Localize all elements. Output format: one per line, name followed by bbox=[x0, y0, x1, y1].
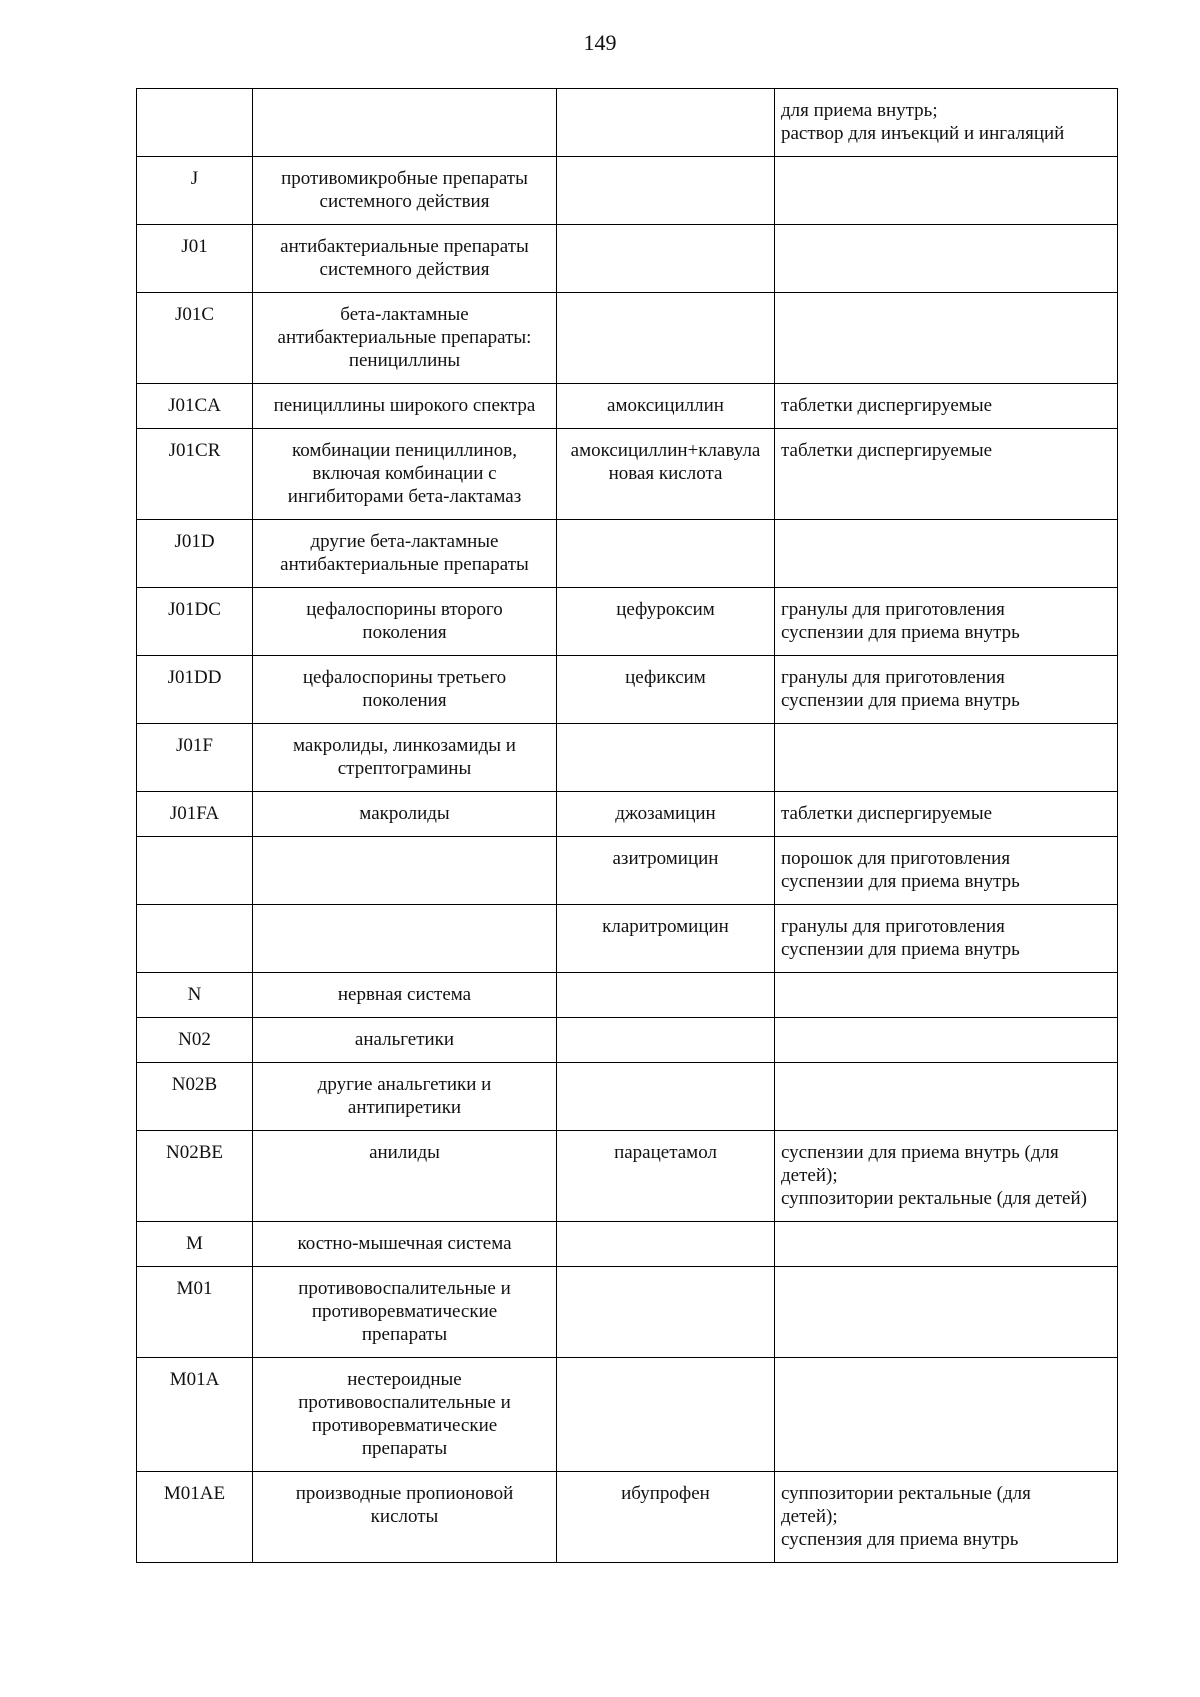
cell-line: включая комбинации с bbox=[312, 463, 497, 484]
cell-line: для приема внутрь; bbox=[781, 100, 938, 121]
cell-line: пенициллины широкого спектра bbox=[273, 395, 536, 416]
group-name-cell bbox=[253, 1222, 557, 1267]
drug-name-cell bbox=[557, 792, 775, 837]
atc-code-cell: M01 bbox=[137, 1267, 253, 1358]
cell-line: гранулы для приготовления bbox=[781, 599, 1005, 620]
drug-name-cell bbox=[557, 225, 775, 293]
table-row bbox=[137, 384, 1118, 429]
atc-code-cell: J01D bbox=[137, 520, 253, 588]
atc-code-cell bbox=[137, 905, 253, 973]
atc-code-cell: N bbox=[137, 973, 253, 1018]
atc-code-cell: J01F bbox=[137, 724, 253, 792]
table-row bbox=[137, 905, 1118, 973]
atc-code-cell bbox=[137, 89, 253, 157]
atc-code-cell: J01CR bbox=[137, 429, 253, 520]
cell-line: суспензии для приема внутрь bbox=[781, 690, 1020, 711]
drug-name-cell bbox=[557, 973, 775, 1018]
group-name-cell bbox=[253, 1063, 557, 1131]
table-row bbox=[137, 293, 1118, 384]
cell-line: бета-лактамные bbox=[340, 304, 469, 325]
atc-code-cell: J bbox=[137, 157, 253, 225]
drug-name-cell bbox=[557, 1358, 775, 1472]
atc-code-cell bbox=[137, 837, 253, 905]
drug-name-cell bbox=[557, 1063, 775, 1131]
dosage-form-cell bbox=[775, 520, 1118, 588]
cell-line: системного действия bbox=[319, 259, 490, 280]
cell-line: противовоспалительные и bbox=[298, 1278, 511, 1299]
cell-line: цефуроксим bbox=[616, 599, 715, 620]
drug-table bbox=[136, 88, 1118, 1563]
dosage-form-cell bbox=[775, 724, 1118, 792]
atc-code-cell: J01 bbox=[137, 225, 253, 293]
drug-name-cell bbox=[557, 837, 775, 905]
group-name-cell bbox=[253, 1267, 557, 1358]
cell-line: кислоты bbox=[370, 1506, 439, 1527]
group-name-cell bbox=[253, 724, 557, 792]
cell-line: ингибиторами бета-лактамаз bbox=[287, 486, 522, 507]
dosage-form-cell bbox=[775, 1222, 1118, 1267]
group-name-cell bbox=[253, 384, 557, 429]
atc-code-cell: M bbox=[137, 1222, 253, 1267]
cell-line: кларитромицин bbox=[602, 916, 729, 937]
cell-line: суппозитории ректальные (для bbox=[781, 1483, 1031, 1504]
cell-line: антибактериальные препараты: bbox=[277, 327, 532, 348]
cell-line: поколения bbox=[362, 622, 447, 643]
group-name-cell bbox=[253, 157, 557, 225]
cell-line: цефалоспорины второго bbox=[306, 599, 503, 620]
cell-line: детей); bbox=[781, 1165, 838, 1186]
table-row bbox=[137, 1131, 1118, 1222]
atc-code-cell: J01CA bbox=[137, 384, 253, 429]
atc-code-cell: M01A bbox=[137, 1358, 253, 1472]
table-row bbox=[137, 656, 1118, 724]
drug-name-cell bbox=[557, 588, 775, 656]
atc-code-cell: N02B bbox=[137, 1063, 253, 1131]
group-name-cell bbox=[253, 1018, 557, 1063]
cell-line: пенициллины bbox=[348, 350, 461, 371]
cell-line: суспензии для приема внутрь bbox=[781, 871, 1020, 892]
group-name-cell bbox=[253, 89, 557, 157]
dosage-form-cell bbox=[775, 905, 1118, 973]
table-row bbox=[137, 225, 1118, 293]
drug-name-cell bbox=[557, 429, 775, 520]
drug-name-cell bbox=[557, 157, 775, 225]
cell-line: ибупрофен bbox=[621, 1483, 710, 1504]
table-row bbox=[137, 973, 1118, 1018]
dosage-form-cell bbox=[775, 429, 1118, 520]
dosage-form-cell bbox=[775, 1131, 1118, 1222]
dosage-form-cell bbox=[775, 384, 1118, 429]
dosage-form-cell bbox=[775, 1472, 1118, 1563]
table-row bbox=[137, 588, 1118, 656]
dosage-form-cell bbox=[775, 89, 1118, 157]
page-number: 149 bbox=[583, 30, 617, 55]
atc-code-cell: M01AE bbox=[137, 1472, 253, 1563]
cell-line: гранулы для приготовления bbox=[781, 916, 1005, 937]
dosage-form-cell bbox=[775, 792, 1118, 837]
atc-code-cell: J01C bbox=[137, 293, 253, 384]
drug-name-cell bbox=[557, 1472, 775, 1563]
cell-line: другие бета-лактамные bbox=[310, 531, 499, 552]
cell-line: поколения bbox=[362, 690, 447, 711]
drug-name-cell bbox=[557, 1222, 775, 1267]
cell-line: противоревматические bbox=[311, 1415, 498, 1436]
group-name-cell bbox=[253, 588, 557, 656]
cell-line: антипиретики bbox=[347, 1097, 462, 1118]
cell-line: другие анальгетики и bbox=[317, 1074, 492, 1095]
dosage-form-cell bbox=[775, 837, 1118, 905]
cell-line: комбинации пенициллинов, bbox=[292, 440, 517, 461]
drug-name-cell bbox=[557, 1131, 775, 1222]
atc-code-cell: N02 bbox=[137, 1018, 253, 1063]
cell-line: макролиды bbox=[359, 803, 450, 824]
cell-line: костно-мышечная система bbox=[297, 1233, 512, 1254]
group-name-cell bbox=[253, 225, 557, 293]
dosage-form-cell bbox=[775, 588, 1118, 656]
cell-line: суппозитории ректальные (для детей) bbox=[781, 1188, 1087, 1209]
group-name-cell bbox=[253, 293, 557, 384]
drug-name-cell bbox=[557, 520, 775, 588]
group-name-cell bbox=[253, 973, 557, 1018]
table-row bbox=[137, 724, 1118, 792]
cell-line: цефалоспорины третьего bbox=[302, 667, 507, 688]
atc-code-cell: J01FA bbox=[137, 792, 253, 837]
cell-line: производные пропионовой bbox=[295, 1483, 514, 1504]
group-name-cell bbox=[253, 905, 557, 973]
group-name-cell bbox=[253, 1472, 557, 1563]
group-name-cell bbox=[253, 1358, 557, 1472]
cell-line: антибактериальные препараты bbox=[280, 236, 529, 257]
drug-name-cell bbox=[557, 1018, 775, 1063]
atc-code-cell: J01DC bbox=[137, 588, 253, 656]
cell-line: порошок для приготовления bbox=[781, 848, 1011, 869]
cell-line: противовоспалительные и bbox=[298, 1392, 511, 1413]
cell-line: препараты bbox=[361, 1324, 448, 1345]
table-row bbox=[137, 1018, 1118, 1063]
dosage-form-cell bbox=[775, 225, 1118, 293]
table-row bbox=[137, 1472, 1118, 1563]
table-row bbox=[137, 792, 1118, 837]
table-row bbox=[137, 520, 1118, 588]
cell-line: таблетки диспергируемые bbox=[781, 440, 993, 461]
group-name-cell bbox=[253, 837, 557, 905]
table-row bbox=[137, 1222, 1118, 1267]
cell-line: цефиксим bbox=[625, 667, 706, 688]
dosage-form-cell bbox=[775, 973, 1118, 1018]
cell-line: гранулы для приготовления bbox=[781, 667, 1005, 688]
cell-line: парацетамол bbox=[614, 1142, 717, 1163]
drug-name-cell bbox=[557, 384, 775, 429]
table-row bbox=[137, 837, 1118, 905]
drug-name-cell bbox=[557, 293, 775, 384]
cell-line: таблетки диспергируемые bbox=[781, 803, 993, 824]
table-body bbox=[137, 89, 1118, 1563]
cell-line: антибактериальные препараты bbox=[280, 554, 529, 575]
drug-name-cell bbox=[557, 724, 775, 792]
dosage-form-cell bbox=[775, 1063, 1118, 1131]
cell-line: амоксициллин bbox=[607, 395, 724, 416]
cell-line: суспензия для приема внутрь bbox=[781, 1529, 1019, 1550]
group-name-cell bbox=[253, 656, 557, 724]
cell-line: нервная система bbox=[337, 984, 472, 1005]
cell-line: нестероидные bbox=[347, 1369, 462, 1390]
dosage-form-cell bbox=[775, 1018, 1118, 1063]
atc-code-cell: N02BE bbox=[137, 1131, 253, 1222]
cell-line: суспензии для приема внутрь bbox=[781, 622, 1020, 643]
group-name-cell bbox=[253, 520, 557, 588]
cell-line: суспензии для приема внутрь (для bbox=[781, 1142, 1059, 1163]
dosage-form-cell bbox=[775, 293, 1118, 384]
dosage-form-cell bbox=[775, 656, 1118, 724]
dosage-form-cell bbox=[775, 1267, 1118, 1358]
table-row bbox=[137, 157, 1118, 225]
cell-line: анилиды bbox=[369, 1142, 440, 1163]
atc-code-cell: J01DD bbox=[137, 656, 253, 724]
group-name-cell bbox=[253, 1131, 557, 1222]
cell-line: суспензии для приема внутрь bbox=[781, 939, 1020, 960]
cell-line: детей); bbox=[781, 1506, 838, 1527]
cell-line: стрептограмины bbox=[337, 758, 472, 779]
table-row bbox=[137, 1063, 1118, 1131]
cell-line: джозамицин bbox=[615, 803, 716, 824]
cell-line: амоксициллин+клавула bbox=[570, 440, 761, 461]
table-row bbox=[137, 1267, 1118, 1358]
table-row bbox=[137, 89, 1118, 157]
drug-name-cell bbox=[557, 656, 775, 724]
group-name-cell bbox=[253, 792, 557, 837]
dosage-form-cell bbox=[775, 157, 1118, 225]
cell-line: анальгетики bbox=[354, 1029, 455, 1050]
cell-line: макролиды, линкозамиды и bbox=[293, 735, 516, 756]
dosage-form-cell bbox=[775, 1358, 1118, 1472]
cell-line: противомикробные препараты bbox=[281, 168, 528, 189]
group-name-cell bbox=[253, 429, 557, 520]
drug-name-cell bbox=[557, 905, 775, 973]
cell-line: препараты bbox=[361, 1438, 448, 1459]
table-row bbox=[137, 429, 1118, 520]
cell-line: раствор для инъекций и ингаляций bbox=[781, 123, 1065, 144]
drug-name-cell bbox=[557, 89, 775, 157]
cell-line: новая кислота bbox=[608, 463, 723, 484]
table-row bbox=[137, 1358, 1118, 1472]
cell-line: противоревматические bbox=[311, 1301, 498, 1322]
cell-line: системного действия bbox=[319, 191, 490, 212]
cell-line: азитромицин bbox=[612, 848, 719, 869]
cell-line: таблетки диспергируемые bbox=[781, 395, 993, 416]
drug-name-cell bbox=[557, 1267, 775, 1358]
